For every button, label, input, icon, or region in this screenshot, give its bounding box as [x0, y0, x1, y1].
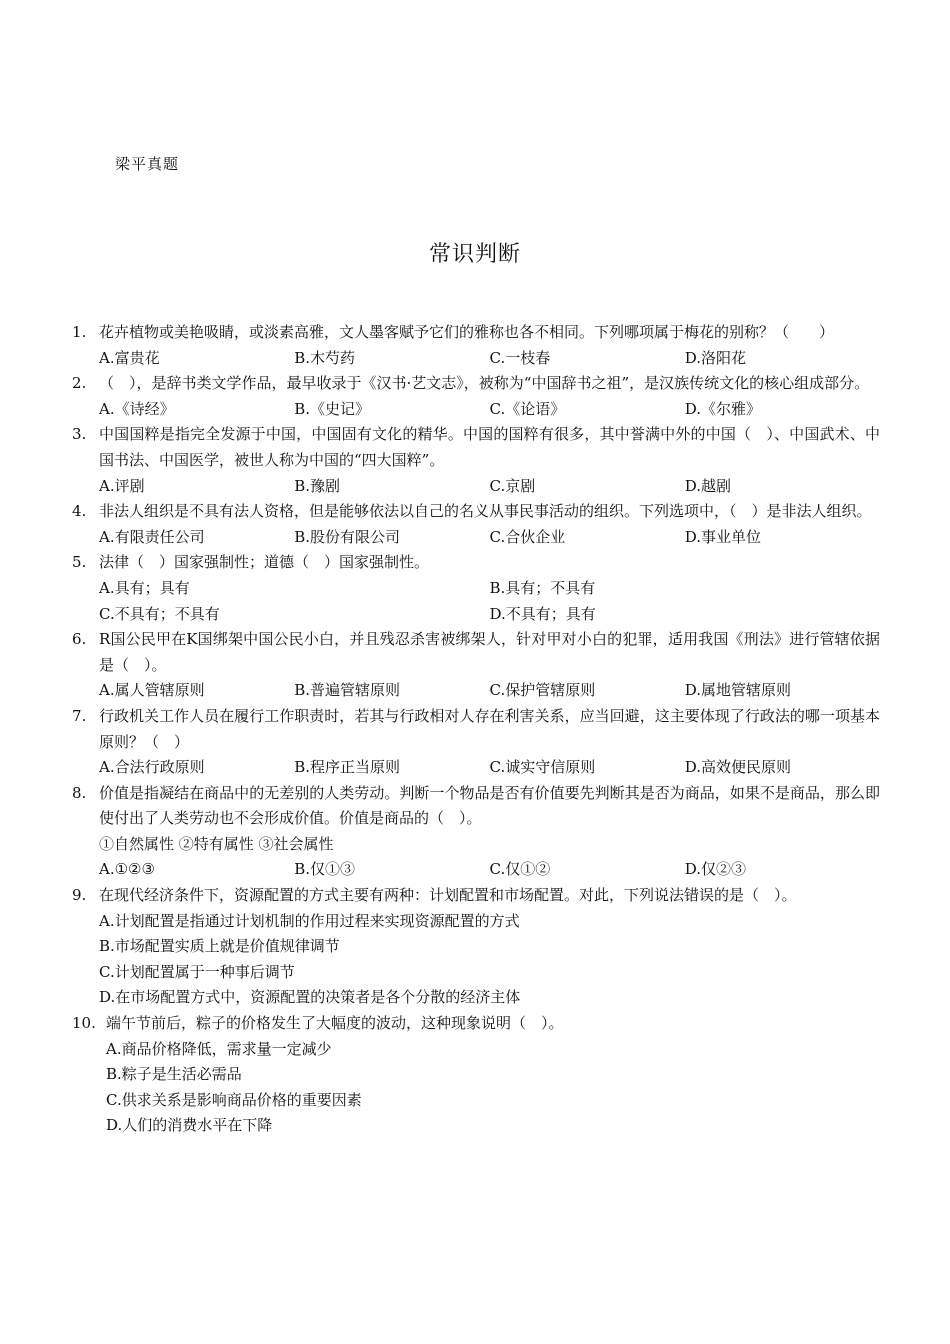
option-b: B.豫剧 — [294, 476, 341, 495]
question-stem: （ ），是辞书类文学作品，最早收录于《汉书·艺文志》，被称为“中国辞书之祖”，是汉族传统文化的核心组成部分。 — [99, 374, 870, 393]
question-stem: 价值是指凝结在商品中的无差别的人类劳动。判断一个物品是否有价值要先判断其是否为商品，如果不是商品，那么即使付出了人类劳动也不会形成价值。价值是商品的（ ）。 — [99, 783, 880, 828]
question-7 — [72, 704, 880, 781]
option-b: B.股份有限公司 — [294, 527, 401, 546]
question-5 — [72, 550, 880, 627]
question-number: 7. — [72, 706, 87, 725]
option-d: D.洛阳花 — [684, 348, 747, 367]
option-c: C.《论语》 — [489, 399, 566, 418]
option-d: D.不具有；具有 — [489, 604, 596, 623]
question-10 — [72, 1011, 880, 1139]
section-title: 常识判断 — [428, 242, 521, 267]
option-d: D.《尔雅》 — [684, 399, 762, 418]
option-d: D.属地管辖原则 — [684, 681, 792, 700]
option-b: B.仅①③ — [294, 860, 356, 879]
question-number: 1. — [72, 323, 87, 341]
option-a: A.属人管辖原则 — [99, 681, 205, 700]
option-list — [99, 755, 880, 781]
option-d: D.越剧 — [684, 476, 732, 495]
option-list — [99, 576, 880, 627]
question-stem: 花卉植物或美艳吸睛，或淡素高雅，文人墨客赋予它们的雅称也各不相同。下列哪项属于梅花的别称？（ ） — [99, 323, 835, 341]
question-1 — [72, 320, 880, 371]
option-c: C.计划配置属于一种事后调节 — [99, 962, 295, 981]
question-stem: R国公民甲在K国绑架中国公民小白，并且残忍杀害被绑架人，针对甲对小白的犯罪，适用我国《刑法》进行管辖依据是（ ）。 — [99, 630, 880, 674]
question-number: 2. — [72, 374, 87, 393]
option-a: A.评剧 — [99, 476, 145, 495]
option-c: C.不具有；不具有 — [99, 604, 220, 623]
question-4 — [72, 499, 880, 550]
option-c: C.合伙企业 — [489, 527, 566, 546]
option-a: A.合法行政原则 — [99, 758, 205, 777]
option-list — [99, 678, 880, 704]
option-c: C.仅①② — [489, 860, 551, 879]
option-list — [99, 346, 880, 372]
option-a: A.计划配置是指通过计划机制的作用过程来实现资源配置的方式 — [99, 911, 520, 930]
question-number: 9. — [72, 886, 87, 905]
option-list — [99, 909, 880, 1011]
option-b: B.市场配置实质上就是价值规律调节 — [99, 937, 340, 956]
option-a: A.《诗经》 — [99, 399, 175, 418]
option-b: B.粽子是生活必需品 — [106, 1065, 242, 1084]
question-number: 10. — [72, 1014, 96, 1033]
option-c: C.京剧 — [489, 476, 536, 495]
question-stem: 在现代经济条件下，资源配置的方式主要有两种：计划配置和市场配置。对此，下列说法错误的是（ ）。 — [99, 886, 797, 905]
question-stem: 中国国粹是指完全发源于中国，中国固有文化的精华。中国的国粹有很多，其中誉满中外的中国（ ）、中国武术、中国书法、中国医学，被世人称为中国的“四大国粹”。 — [99, 425, 880, 469]
question-list — [72, 320, 880, 1139]
question-2 — [72, 371, 880, 422]
option-b: B.普遍管辖原则 — [294, 681, 401, 700]
option-d: D.在市场配置方式中，资源配置的决策者是各个分散的经济主体 — [99, 988, 521, 1007]
option-list — [106, 1037, 880, 1139]
option-list — [99, 397, 880, 423]
option-d: D.仅②③ — [684, 860, 747, 879]
option-b: B.木芍药 — [294, 348, 356, 367]
option-a: A.①②③ — [99, 860, 155, 879]
option-a: A.具有；具有 — [99, 578, 190, 597]
option-list — [99, 525, 880, 551]
question-3 — [72, 422, 880, 499]
option-list — [99, 474, 880, 500]
option-list — [99, 857, 880, 883]
option-c: C.一枝春 — [489, 348, 551, 367]
option-a: A.有限责任公司 — [99, 527, 205, 546]
question-number: 4. — [72, 502, 87, 521]
question-8 — [72, 781, 880, 883]
question-stem: 非法人组织是不具有法人资格，但是能够依法以自己的名义从事民事活动的组织。下列选项中，（ ）是非法人组织。 — [99, 502, 872, 521]
question-number: 3. — [72, 425, 87, 444]
option-d: D.人们的消费水平在下降 — [106, 1116, 273, 1135]
option-d: D.高效便民原则 — [684, 758, 792, 777]
option-b: B.程序正当原则 — [294, 758, 401, 777]
question-stem: 端午节前后，粽子的价格发生了大幅度的波动，这种现象说明（ ）。 — [106, 1014, 564, 1033]
question-stem: 行政机关工作人员在履行工作职责时，若其与行政相对人存在利害关系，应当回避，这主要体现了行政法的哪一项基本原则？（ ） — [99, 706, 880, 751]
option-c: C.供求关系是影响商品价格的重要因素 — [106, 1090, 362, 1109]
option-d: D.事业单位 — [684, 527, 762, 546]
option-c: C.诚实守信原则 — [489, 758, 596, 777]
question-number: 5. — [72, 553, 87, 572]
option-a: A.商品价格降低，需求量一定减少 — [106, 1039, 332, 1058]
option-b: B.具有；不具有 — [489, 578, 596, 597]
question-number: 6. — [72, 630, 87, 649]
header-label: 梁平真题 — [115, 155, 180, 173]
question-9 — [72, 883, 880, 1011]
option-b: B.《史记》 — [294, 399, 371, 418]
option-c: C.保护管辖原则 — [489, 681, 596, 700]
question-number: 8. — [72, 783, 87, 802]
question-6 — [72, 627, 880, 704]
option-a: A.富贵花 — [99, 348, 160, 367]
question-statements: ①自然属性 ②特有属性 ③社会属性 — [99, 834, 334, 853]
question-stem: 法律（ ）国家强制性；道德（ ）国家强制性。 — [99, 553, 430, 572]
